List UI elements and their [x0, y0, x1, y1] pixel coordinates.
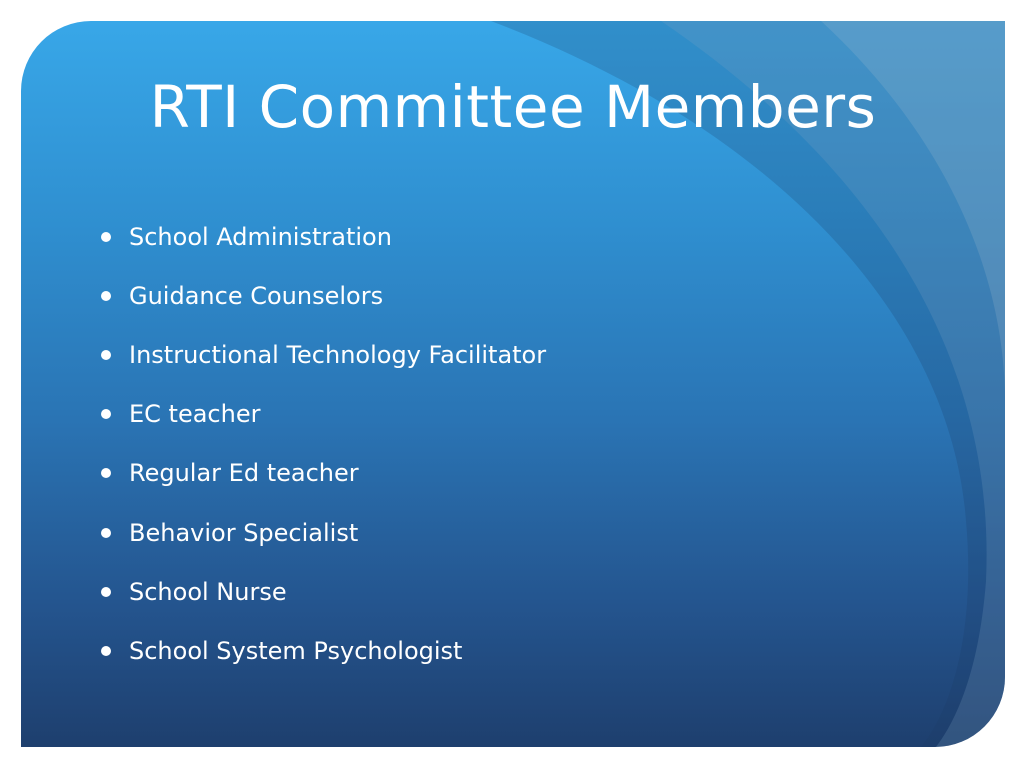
bullet-icon	[101, 646, 111, 656]
list-item	[101, 266, 546, 325]
bullet-icon	[101, 291, 111, 301]
bullet-text: School System Psychologist	[129, 636, 463, 665]
bullet-text: School Administration	[129, 222, 392, 251]
bullet-icon	[101, 528, 111, 538]
bullet-text: Behavior Specialist	[129, 518, 359, 547]
list-item	[101, 444, 546, 503]
slide	[21, 21, 1005, 747]
bullet-icon	[101, 587, 111, 597]
bullet-text: School Nurse	[129, 577, 287, 606]
list-item	[101, 207, 546, 266]
bullet-icon	[101, 409, 111, 419]
bullet-icon	[101, 232, 111, 242]
list-item	[101, 562, 546, 621]
bullet-text: Instructional Technology Facilitator	[129, 340, 547, 369]
list-item	[101, 385, 546, 444]
list-item	[101, 325, 546, 384]
bullet-list	[101, 207, 546, 681]
bullet-text: Regular Ed teacher	[129, 459, 359, 488]
list-item	[101, 621, 546, 680]
list-item	[101, 503, 546, 562]
bullet-text: Guidance Counselors	[129, 281, 384, 310]
bullet-icon	[101, 350, 111, 360]
slide-title: RTI Committee Members	[149, 73, 877, 141]
bullet-text: EC teacher	[129, 400, 261, 429]
bullet-icon	[101, 468, 111, 478]
